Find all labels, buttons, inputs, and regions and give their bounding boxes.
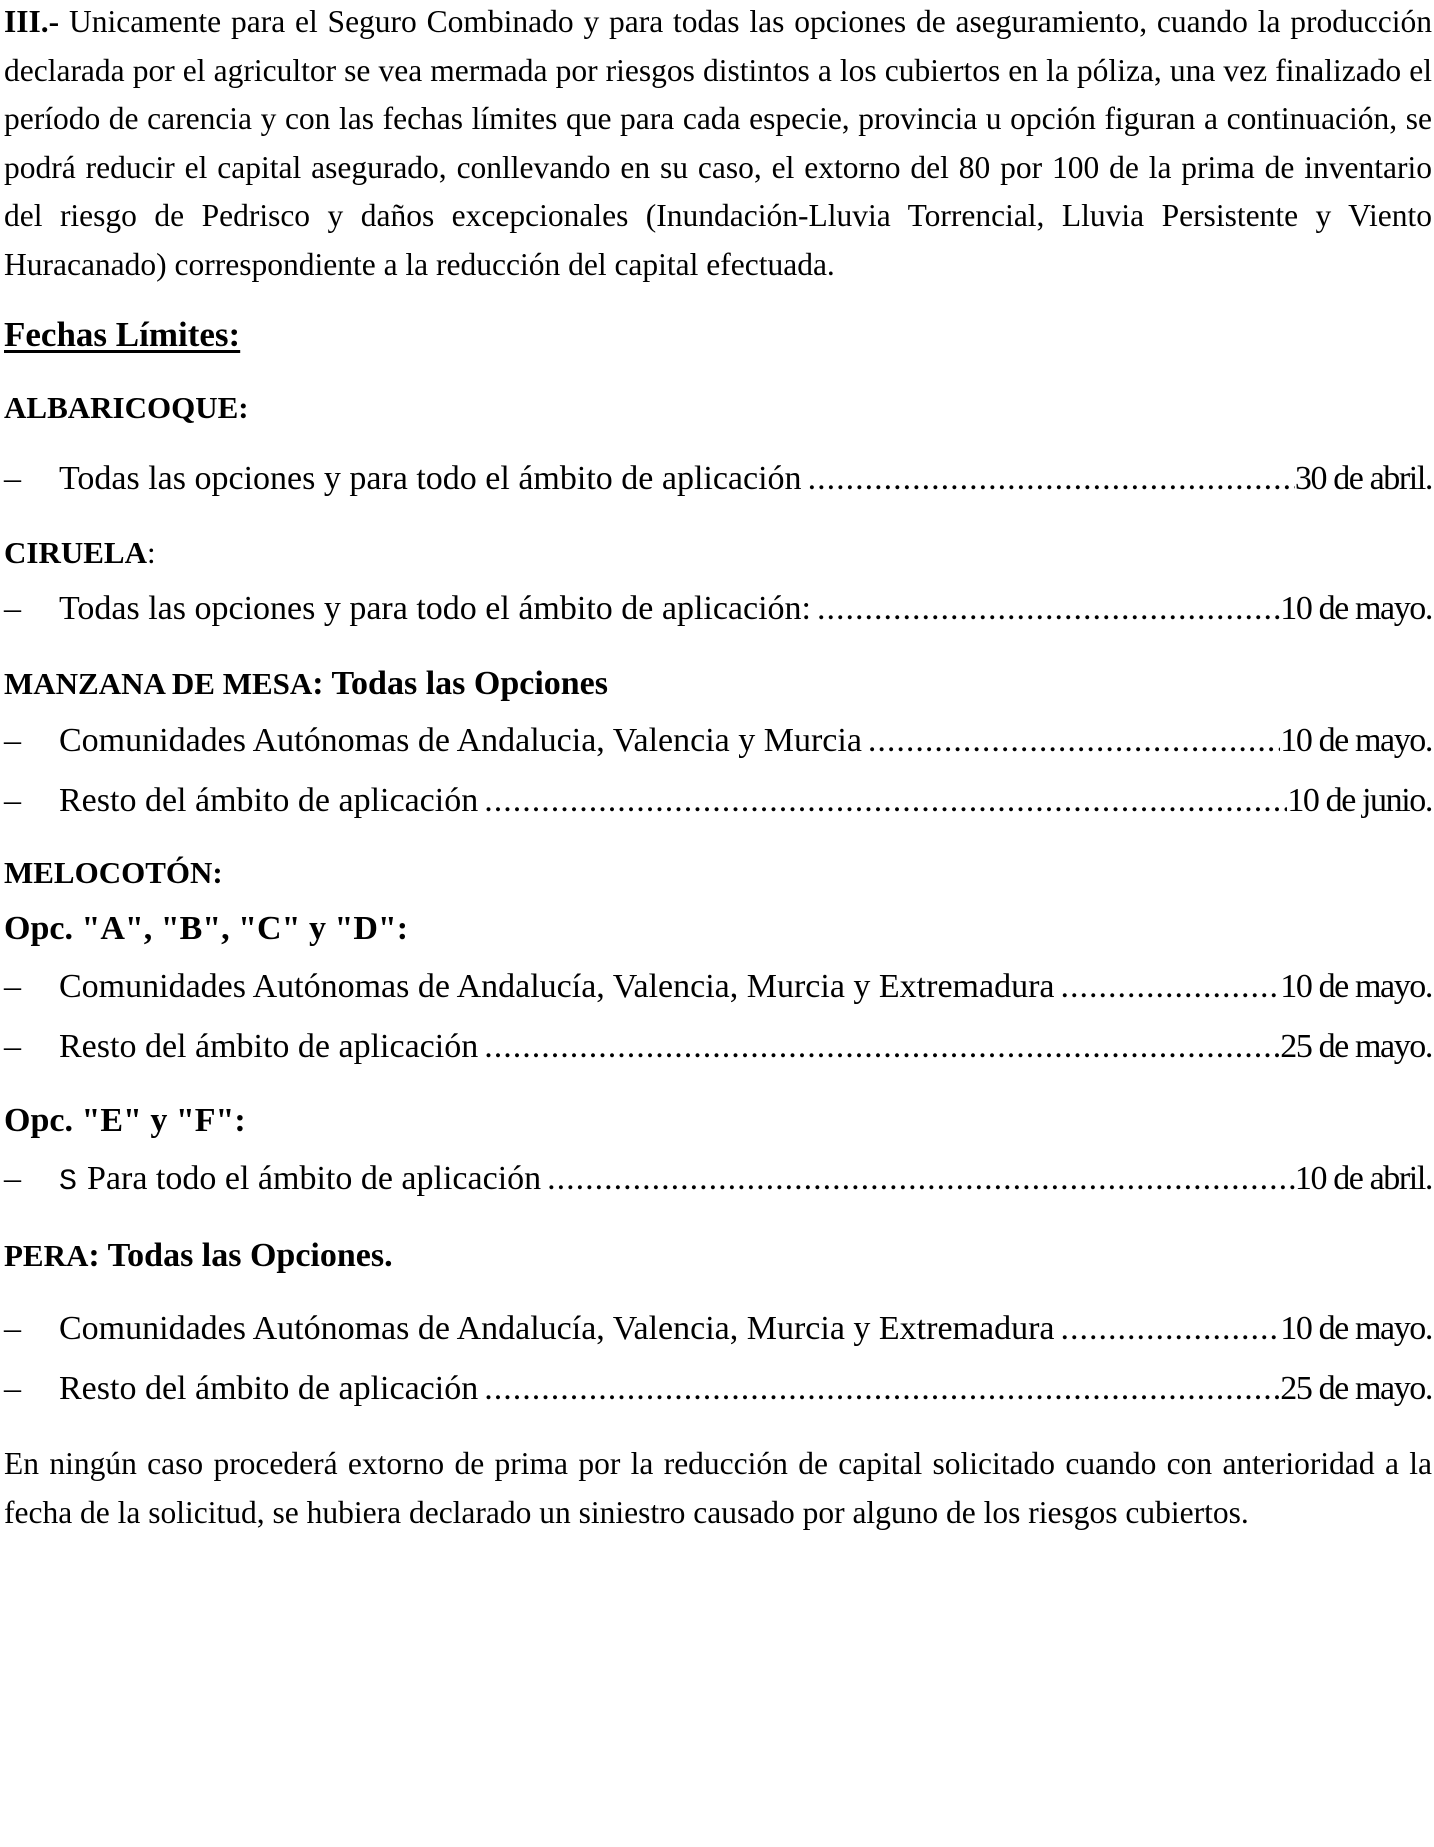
heading-text: PERA bbox=[4, 1238, 89, 1273]
row-date: 10 de mayo. bbox=[1280, 722, 1432, 759]
dot-leader bbox=[817, 590, 1280, 628]
dash-bullet: – bbox=[4, 1028, 21, 1065]
dash-bullet: – bbox=[4, 1370, 21, 1407]
section-heading-manzana bbox=[4, 665, 608, 703]
dot-leader bbox=[1061, 1310, 1281, 1348]
date-row bbox=[4, 968, 1432, 1012]
dash-bullet: – bbox=[4, 1160, 21, 1197]
dash-bullet: – bbox=[4, 968, 21, 1005]
row-date: 10 de junio. bbox=[1287, 782, 1432, 819]
date-row bbox=[4, 460, 1432, 504]
section-heading-albaricoque: ALBARICOQUE: bbox=[4, 390, 249, 425]
row-date: 30 de abril. bbox=[1294, 460, 1432, 497]
row-label: Todas las opciones y para todo el ámbito de aplicación bbox=[59, 460, 802, 497]
dash-bullet: – bbox=[4, 1310, 21, 1347]
dot-leader bbox=[547, 1160, 1295, 1198]
date-row bbox=[4, 1160, 1432, 1204]
date-row bbox=[4, 1310, 1432, 1354]
row-label: Resto del ámbito de aplicación bbox=[59, 782, 479, 819]
dash-bullet: – bbox=[4, 590, 21, 627]
row-date: 10 de mayo. bbox=[1280, 968, 1432, 1005]
heading-suffix: : Todas las Opciones. bbox=[88, 1237, 393, 1274]
row-label: Resto del ámbito de aplicación bbox=[59, 1370, 479, 1407]
row-date: 25 de mayo. bbox=[1280, 1370, 1432, 1407]
row-label: Comunidades Autónomas de Andalucía, Valencia, Murcia y Extremadura bbox=[59, 1310, 1055, 1347]
heading-suffix: : bbox=[212, 855, 223, 890]
date-row bbox=[4, 590, 1432, 634]
row-label: Comunidades Autónomas de Andalucia, Valencia y Murcia bbox=[59, 722, 862, 759]
dash-bullet: – bbox=[4, 782, 21, 819]
date-row bbox=[4, 782, 1432, 826]
dot-leader bbox=[484, 782, 1287, 820]
subheading-options-ef: Opc. "E" y "F": bbox=[4, 1102, 246, 1139]
date-row bbox=[4, 1028, 1432, 1072]
intro-marker: III.- bbox=[4, 4, 60, 39]
heading-text: MANZANA DE MESA bbox=[4, 666, 313, 701]
date-row bbox=[4, 1370, 1432, 1414]
section-heading-melocoton bbox=[4, 855, 223, 891]
dot-leader bbox=[1061, 968, 1281, 1006]
dash-bullet: – bbox=[4, 460, 21, 497]
bullet-mark: S bbox=[59, 1165, 78, 1199]
heading-text: MELOCOTÓN bbox=[4, 855, 213, 890]
page-title: Fechas Límites: bbox=[4, 315, 241, 354]
intro-paragraph bbox=[4, 0, 1432, 289]
dash-bullet: – bbox=[4, 722, 21, 759]
dot-leader bbox=[484, 1370, 1280, 1408]
row-label: Resto del ámbito de aplicación bbox=[59, 1028, 479, 1065]
date-row bbox=[4, 722, 1432, 766]
row-date: 10 de abril. bbox=[1294, 1160, 1432, 1197]
dot-leader bbox=[868, 722, 1280, 760]
closing-paragraph: En ningún caso procederá extorno de prima por la reducción de capital solicitado cuando con anterioridad a la fecha de la solicitud, se hubiera declarado un siniestro causado por alguno de los riesgos cubiertos. bbox=[4, 1446, 1432, 1530]
row-label: Comunidades Autónomas de Andalucía, Valencia, Murcia y Extremadura bbox=[59, 968, 1055, 1005]
intro-text: Unicamente para el Seguro Combinado y para todas las opciones de aseguramiento, cuando la producción declarada por el agricultor se vea mermada por riesgos distintos a los cubiertos en la póliza, una vez finalizado el período de carencia y con las fechas límites que para cada especie, provincia u opción figuran a continuación, se podrá reducir el capital asegurado, conllevando en su caso, el extorno del 80 por 100 de la prima de inventario del riesgo de Pedrisco y daños excepcionales (Inundación-Lluvia Torrencial, Lluvia Persistente y Viento Huracanado) correspondiente a la reducción del capital efectuada. bbox=[4, 4, 1432, 282]
row-date: 10 de mayo. bbox=[1280, 1310, 1432, 1347]
section-heading-ciruela bbox=[4, 535, 156, 571]
heading-text: CIRUELA bbox=[4, 535, 147, 570]
dot-leader bbox=[808, 460, 1295, 498]
section-heading-pera bbox=[4, 1237, 393, 1275]
heading-suffix: : bbox=[146, 535, 156, 570]
row-label: Para todo el ámbito de aplicación bbox=[87, 1160, 542, 1197]
heading-suffix: : Todas las Opciones bbox=[312, 665, 609, 702]
subheading-options-abcd: Opc. "A", "B", "C" y "D": bbox=[4, 910, 409, 947]
row-label: Todas las opciones y para todo el ámbito de aplicación: bbox=[59, 590, 812, 627]
row-date: 25 de mayo. bbox=[1280, 1028, 1432, 1065]
dot-leader bbox=[484, 1028, 1280, 1066]
row-date: 10 de mayo. bbox=[1280, 590, 1432, 627]
